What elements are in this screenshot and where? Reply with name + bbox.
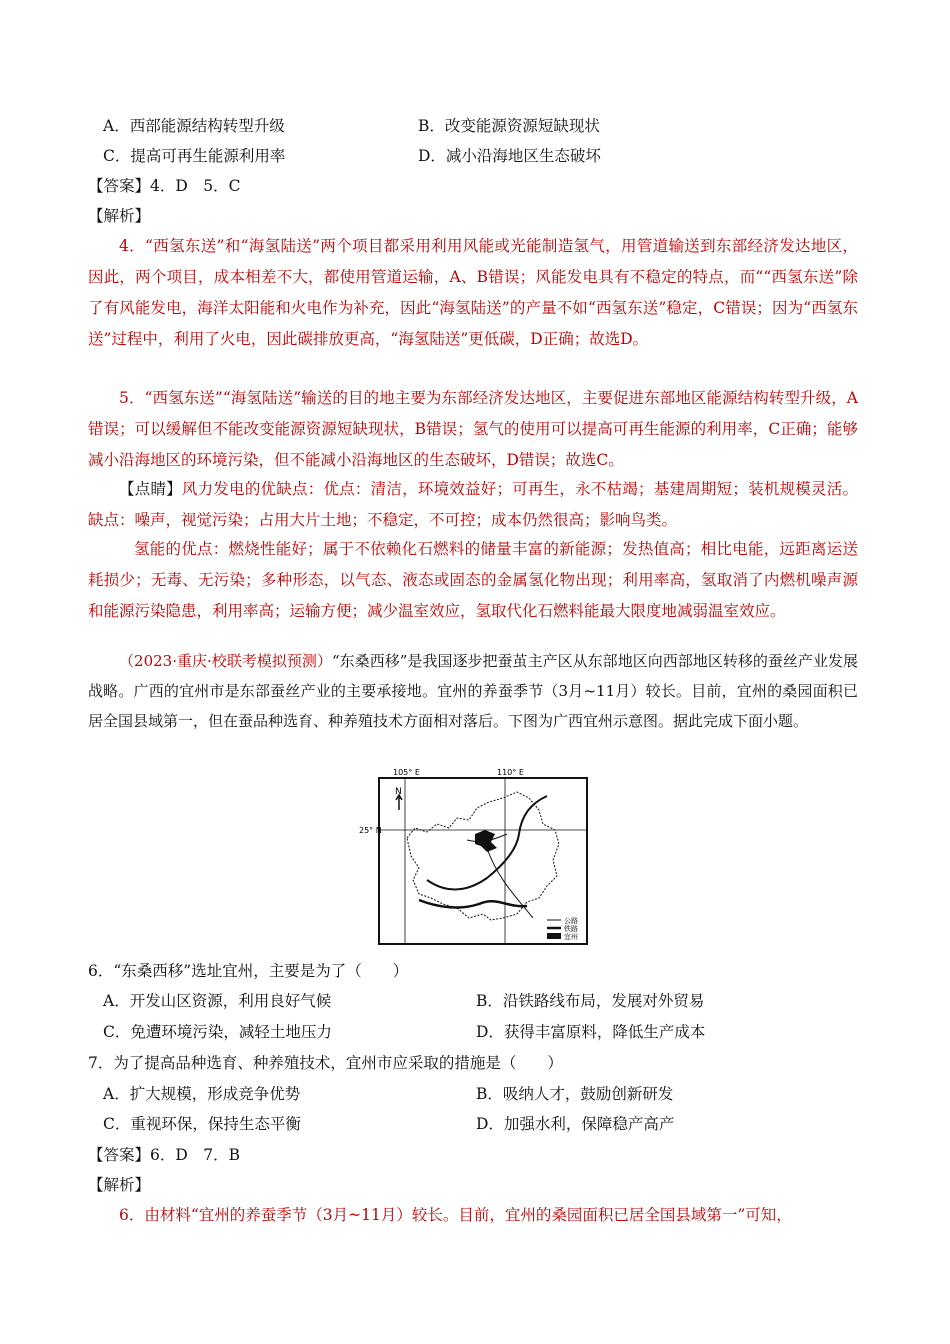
- tip-paragraph: [88, 474, 858, 536]
- option-d: D．减小沿海地区生态破坏: [418, 147, 601, 165]
- answer67-value: 6．D 7．B: [150, 1146, 241, 1164]
- q7-option-d: D．加强水利，保障稳产高产: [476, 1115, 675, 1133]
- north-label: N: [395, 787, 402, 797]
- option-b: B．改变能源资源短缺现状: [418, 117, 600, 135]
- analysis-tag: 【解析】: [88, 207, 151, 225]
- q6-option-b: B．沿铁路线布局，发展对外贸易: [476, 992, 705, 1010]
- answer67-tag: 【答案】: [88, 1146, 151, 1164]
- legend-city-label: 宜州: [564, 933, 578, 941]
- option-a: A．西部能源结构转型升级: [103, 117, 285, 135]
- tip-paragraph-2: 氢能的优点：燃烧性能好；属于不依赖化石燃料的储量丰富的新能源；发热值高；相比电能，远距离运送耗损少；无毒、无污染；多种形态，以气态、液态或固态的金属氢化物出现；利用率高，氢取消了内燃机噪声源和能源污染隐患，利用率高；运输方便；减少温室效应，氢取代化石燃料能最大限度地减弱温室效应。: [88, 540, 858, 620]
- intro-paragraph: [88, 646, 858, 736]
- q6-option-a: A．开发山区资源，利用良好气候: [103, 992, 332, 1010]
- q6-option-d: D．获得丰富原料，降低生产成本: [476, 1023, 706, 1041]
- q7-option-b: B．吸纳人才，鼓励创新研发: [476, 1085, 674, 1103]
- analysis-6: 6．由材料“宜州的养蚕季节（3月~11月）较长。目前，宜州的桑园面积已居全国县域第一”可知，: [119, 1206, 792, 1224]
- answer-line: [88, 176, 241, 196]
- guangxi-yizhou-map: [357, 768, 597, 946]
- legend-road-label: 公路: [564, 917, 578, 925]
- lon-label-105: 105° E: [393, 768, 420, 777]
- analysis-4: 4．“西氢东送”和“海氢陆送”两个项目都采用利用风能或光能制造氢气，用管道输送到东部经济发达地区，因此，两个项目，成本相差不大，都使用管道运输，A、B错误；风能发电具有不稳定的特点，而““西氢东送”除了有风能发电，海洋太阳能和火电作为补充，因此“海氢陆送”的产量不如“西氢东送”稳定，C错误；因为“西氢东送”过程中，利用了火电，因此碳排放更高，“海氢陆送”更低碳，D正确；故选D。: [88, 237, 858, 348]
- answer-value: 4．D 5．C: [150, 177, 241, 195]
- legend-city-swatch: [547, 933, 561, 939]
- q7-option-a: A．扩大规模，形成竞争优势: [103, 1085, 301, 1103]
- tip-text: 风力发电的优缺点：优点：清洁，环境效益好；可再生，永不枯竭；基建周期短；装机规模灵活。缺点：噪声，视觉污染；占用大片土地；不稳定，不可控；成本仍然很高；影响鸟类。: [88, 480, 858, 529]
- q6-option-c: C．免遭环境污染，减轻土地压力: [103, 1023, 332, 1041]
- intro-text: “东桑西移”是我国逐步把蚕茧主产区从东部地区向西部地区转移的蚕丝产业发展战略。广西的宜州市是东部蚕丝产业的主要承接地。宜州的养蚕季节（3月~11月）较长。目前，宜州的桑园面积已居全国县域第一，但在蚕品种选育、种养殖技术方面相对落后。下图为广西宜州示意图。据此完成下面小题。: [88, 652, 858, 730]
- lat-label-25: 25° N: [359, 826, 382, 835]
- legend-rail-label: 铁路: [564, 925, 578, 933]
- answer-tag: 【答案】: [88, 177, 151, 195]
- analysis67-tag: 【解析】: [88, 1176, 151, 1194]
- option-c: C．提高可再生能源利用率: [103, 147, 286, 165]
- answer67-line: [88, 1145, 240, 1165]
- intro-source: （2023·重庆·校联考模拟预测）: [119, 652, 332, 670]
- question-7: 7．为了提高品种选育、种养殖技术，宜州市应采取的措施是（ ）: [88, 1054, 563, 1072]
- analysis-5: 5．“西氢东送”“海氢陆送”输送的目的地主要为东部经济发达地区，主要促进东部地区能源结构转型升级，A错误；可以缓解但不能改变能源资源短缺现状，B错误；氢气的使用可以提高可再生能源的利用率，C正确；能够减小沿海地区的环境污染，但不能减小沿海地区的生态破坏，D错误；故选C。: [88, 389, 858, 469]
- tip-tag: 【点睛】: [119, 480, 182, 498]
- lon-label-110: 110° E: [497, 768, 524, 777]
- q7-option-c: C．重视环保，保持生态平衡: [103, 1115, 301, 1133]
- question-6: 6．“东桑西移”选址宜州，主要是为了（ ）: [88, 962, 409, 980]
